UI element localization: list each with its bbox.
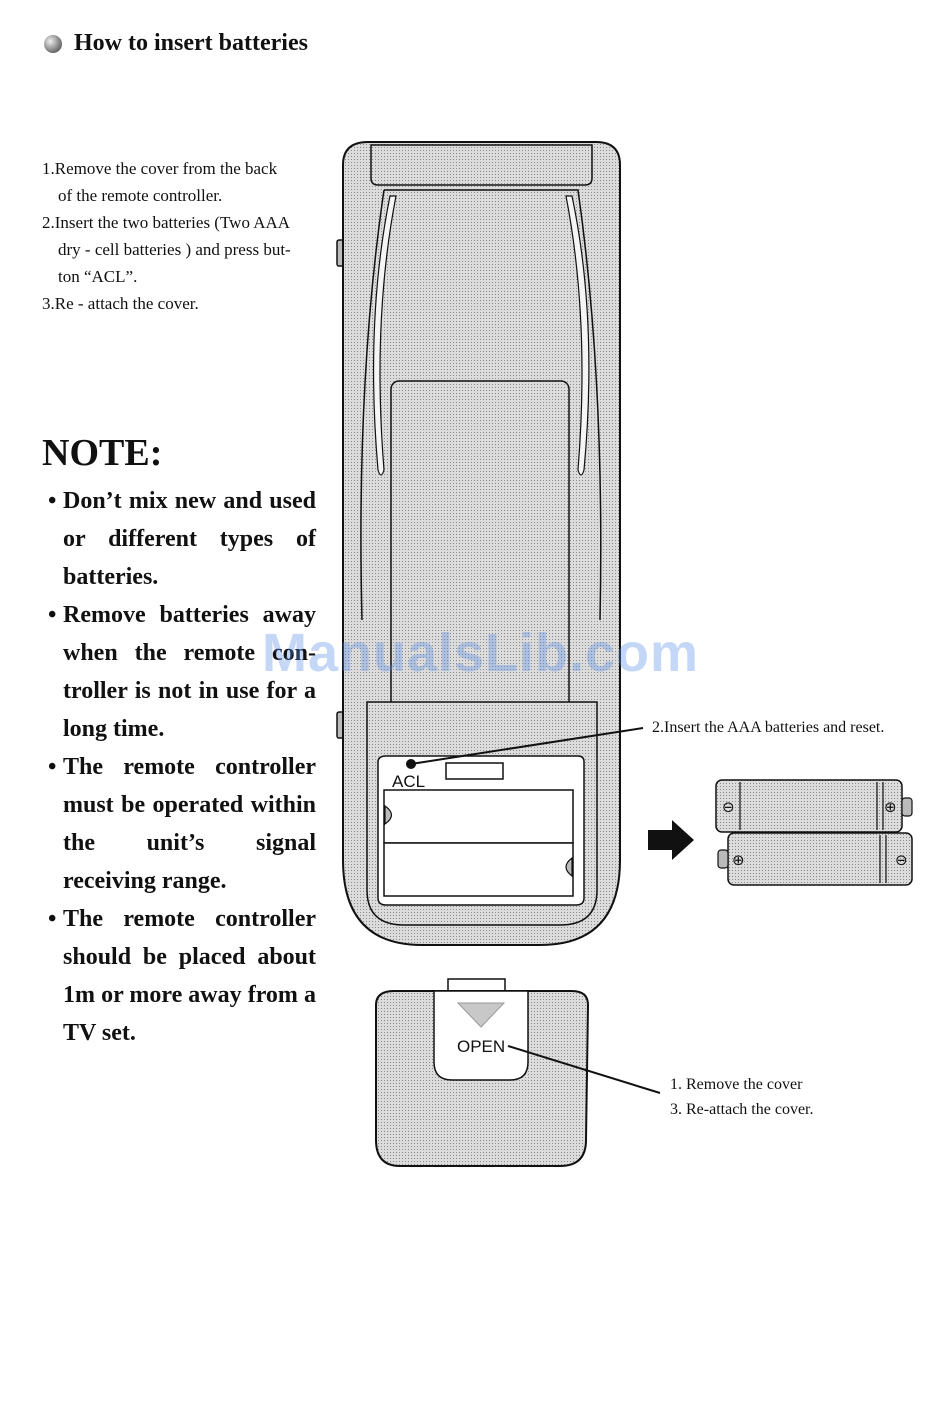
step-line: 3.Re - attach the cover. [42, 294, 199, 313]
bullet-dot: • [48, 754, 57, 780]
note-text: The remote controller should be placed about 1m or more away from a TV set. [63, 906, 316, 1046]
plus-terminal-icon: ⊕ [732, 852, 745, 869]
acl-slot [446, 763, 503, 779]
note-text: The remote controller must be operated within the unit’s signal receiving range. [63, 754, 316, 894]
bullet-dot: • [48, 488, 57, 514]
watermark: ManualsLib.com [262, 623, 700, 683]
battery-slot [384, 790, 573, 843]
note-title: NOTE: [42, 432, 163, 474]
callout-reattach-cover: 3. Re-attach the cover. [670, 1101, 814, 1118]
minus-terminal-icon: ⊖ [722, 799, 735, 816]
callout-remove-cover: 1. Remove the cover [670, 1076, 803, 1093]
battery-slot [384, 843, 573, 896]
acl-label: ACL [392, 772, 426, 791]
callout-insert-batteries: 2.Insert the AAA batteries and reset. [652, 719, 885, 736]
bullet-dot: • [48, 602, 57, 628]
minus-terminal-icon: ⊖ [895, 852, 908, 869]
step-line: dry - cell batteries ) and press but- [58, 240, 291, 259]
step-line: 1.Remove the cover from the back [42, 159, 278, 178]
step-line: 2.Insert the two batteries (Two AAA [42, 213, 291, 232]
note-text: Don’t mix new and used or different types of batteries. [63, 488, 316, 590]
note-text: Remove batteries away when the remote con-troller is not in use for a long time. [63, 602, 316, 742]
open-label: OPEN [457, 1037, 506, 1056]
battery-cover [376, 979, 588, 1166]
aaa-battery [718, 833, 912, 885]
plus-terminal-icon: ⊕ [884, 799, 897, 816]
right-arrow-icon [648, 820, 694, 860]
bullet-dot: • [48, 906, 57, 932]
page-title: How to insert batteries [74, 30, 308, 56]
battery-compartment [378, 756, 584, 905]
step-line: of the remote controller. [58, 186, 223, 205]
step-line: ton “ACL”. [58, 267, 138, 286]
aaa-battery [716, 780, 912, 832]
